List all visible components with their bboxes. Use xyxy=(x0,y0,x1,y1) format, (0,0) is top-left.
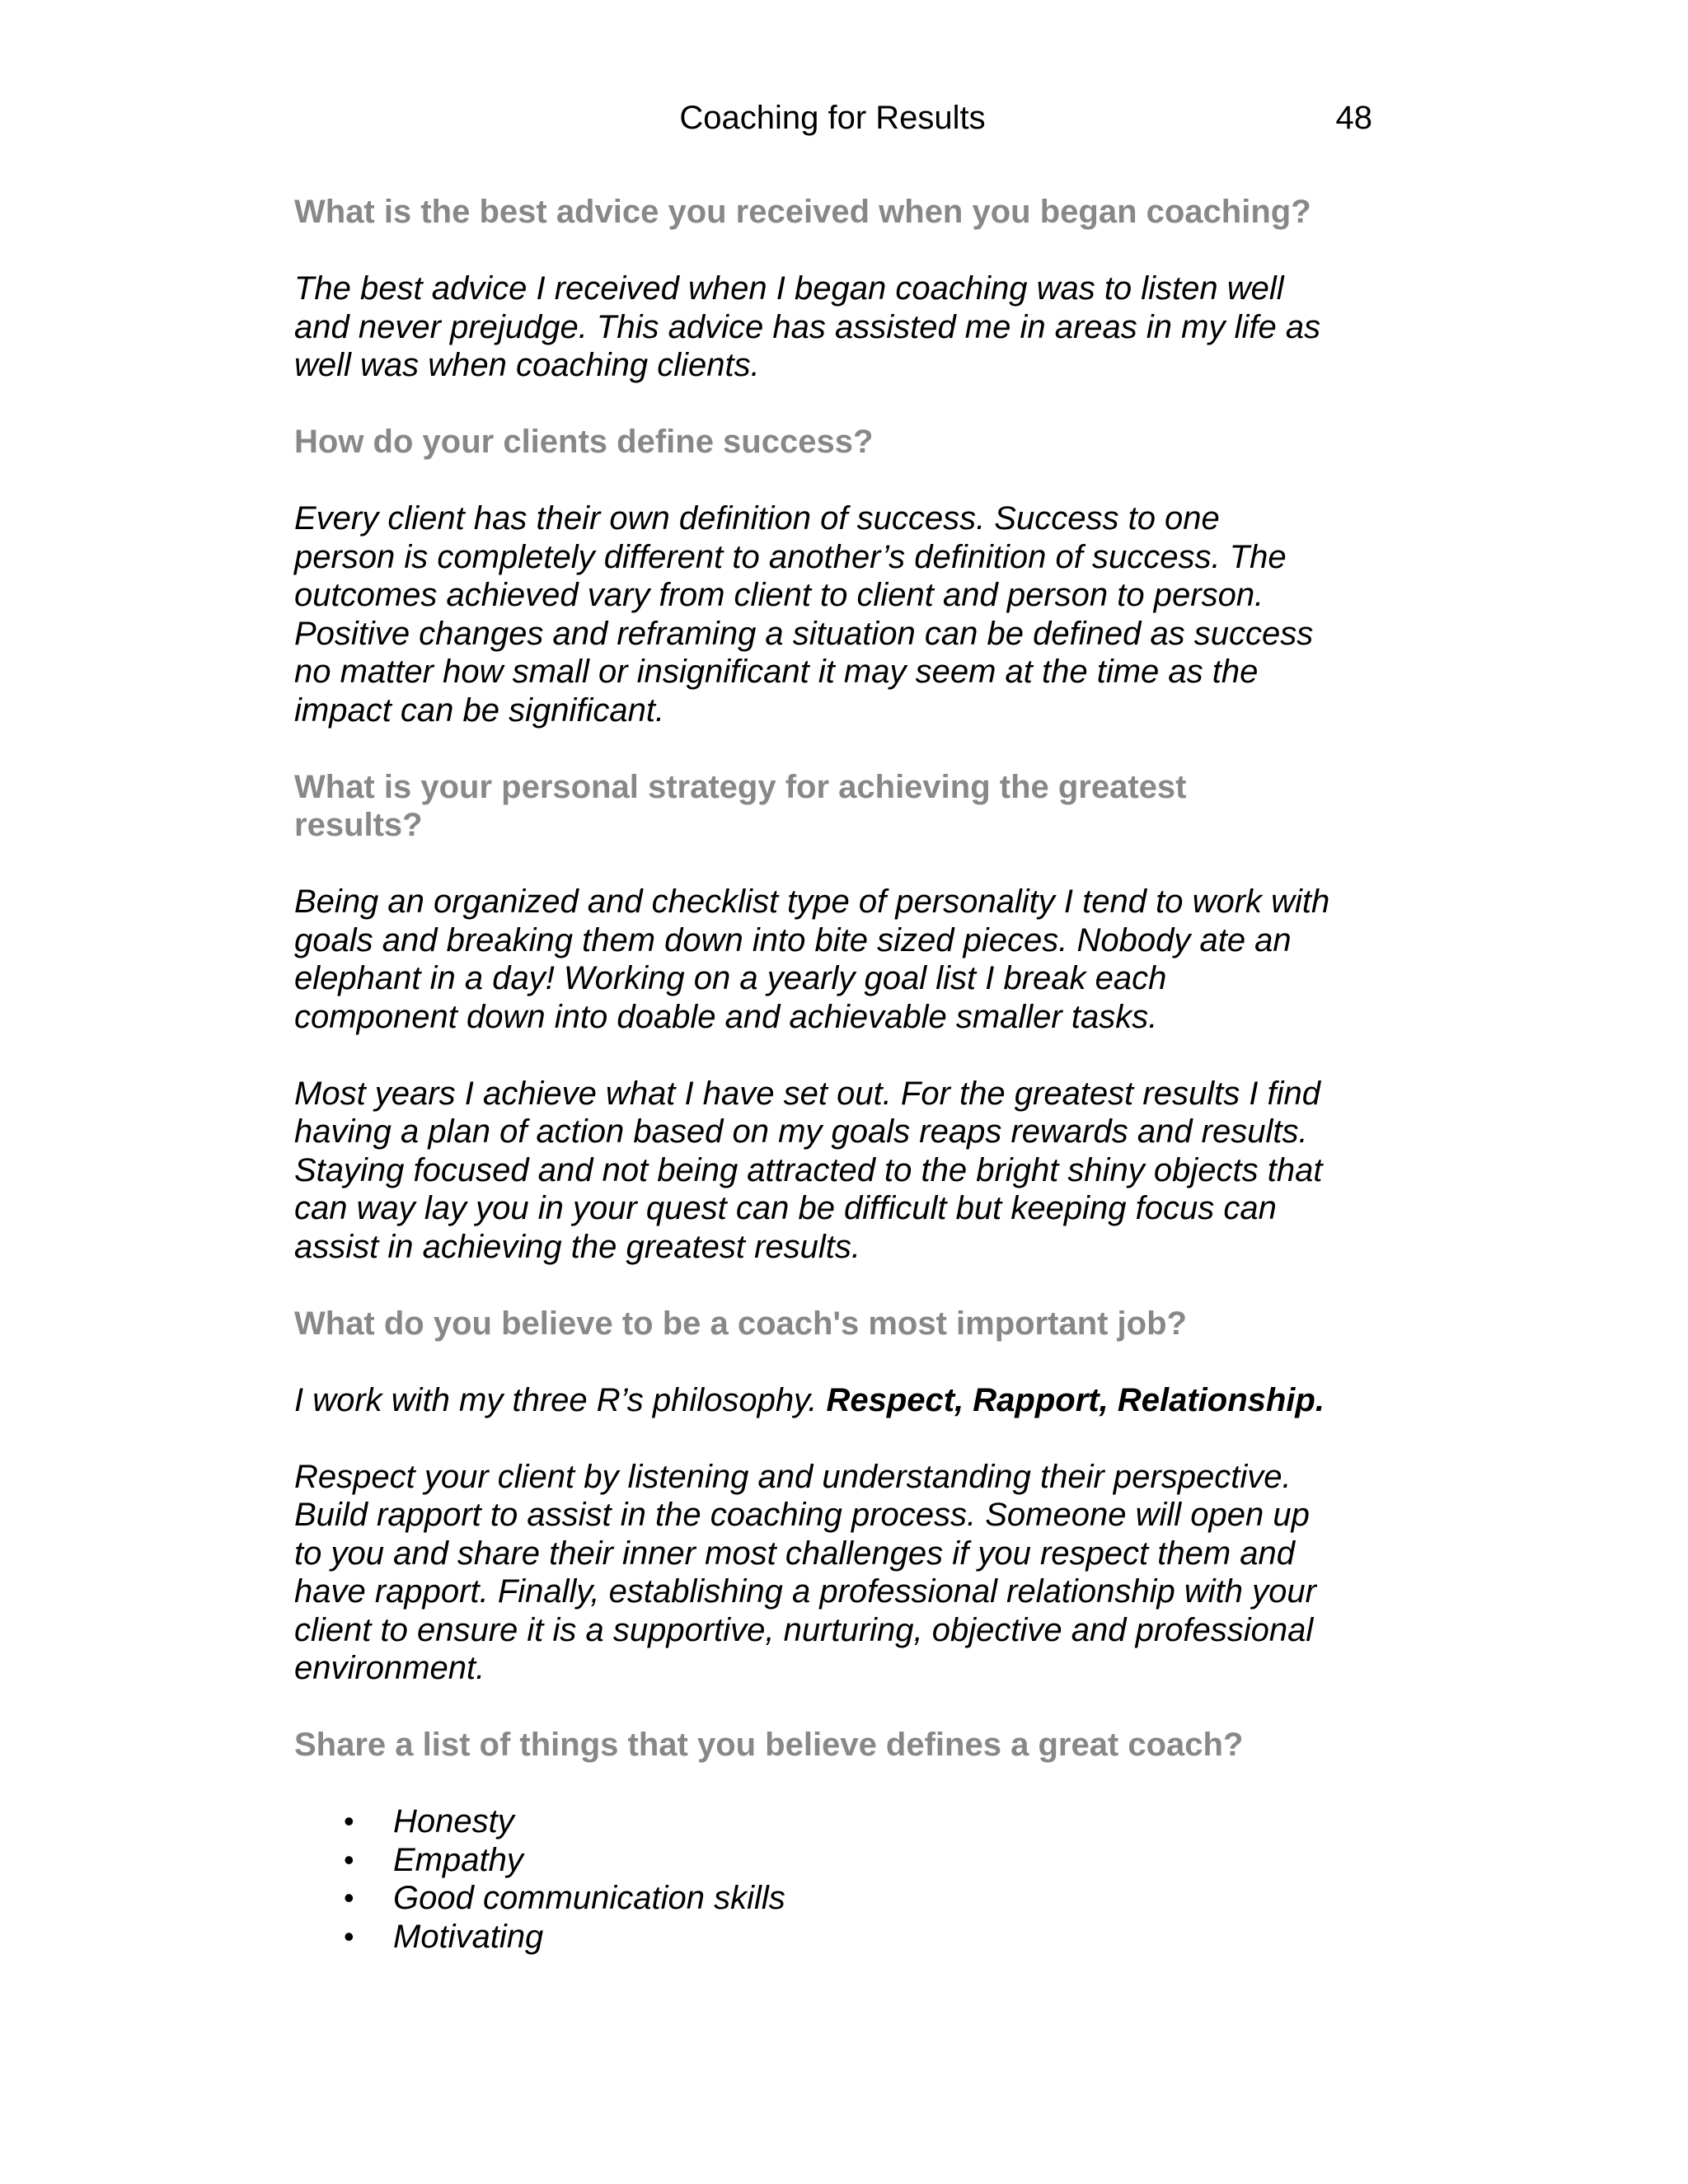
answer-define-success: Every client has their own definition of success. Success to one person is completely different to another’s definition of success. The outcomes achieved vary from client to client and person to person. Positive changes and reframing a situation can be defined as success no matter how small or insignificant it may seem at the time as the impact can be significant. xyxy=(294,500,1314,729)
question-most-important-job: What do you believe to be a coach's most important job? xyxy=(294,1305,1187,1342)
list-item xyxy=(294,1802,1382,1841)
list-item xyxy=(294,1879,1382,1918)
page-header xyxy=(293,97,1372,138)
answer-personal-strategy-1: Being an organized and checklist type of personality I tend to work with goals and breaking them down into bite sized pieces. Nobody ate an elephant in a day! Working on a yearly goal list I break each component down into doable and achievable smaller tasks. xyxy=(294,883,1330,1035)
bullet-icon: • xyxy=(344,1919,354,1953)
question-great-coach-list: Share a list of things that you believe defines a great coach? xyxy=(294,1727,1244,1763)
question-define-success: How do your clients define success? xyxy=(294,424,874,460)
list-item-text: Good communication skills xyxy=(393,1880,785,1916)
answer-three-rs-detail: Respect your client by listening and understanding their perspective. Build rapport to assist in the coaching process. Someone will open up to you and share their inner most challenges if you respect them and have rapport. Finally, establishing a professional relationship with your client to ensure it is a supportive, nurturing, objective and professional environment. xyxy=(294,1458,1316,1686)
question-personal-strategy: What is your personal strategy for achieving the greatest results? xyxy=(294,768,1187,843)
list-item xyxy=(294,1918,1382,1957)
page-number: 48 xyxy=(1335,100,1372,136)
page-body xyxy=(294,193,1382,1956)
answer-personal-strategy-2: Most years I achieve what I have set out. For the greatest results I find having a plan of action based on my goals reaps rewards and results. Staying focused and not being attracted to the bright shiny objects that can way lay you in your quest can be difficult but keeping focus can assist in achieving the greatest results. xyxy=(294,1075,1323,1265)
three-rs-emphasis: Respect, Rapport, Relationship. xyxy=(826,1381,1325,1418)
running-title: Coaching for Results xyxy=(679,100,986,136)
answer-three-rs xyxy=(294,1381,1382,1420)
list-item-text: Motivating xyxy=(393,1918,544,1955)
bullet-icon: • xyxy=(344,1842,354,1877)
question-best-advice: What is the best advice you received when you began coaching? xyxy=(294,194,1311,230)
list-item-text: Honesty xyxy=(393,1803,514,1840)
bullet-icon: • xyxy=(344,1804,354,1838)
three-rs-lead: I work with my three R’s philosophy. xyxy=(294,1381,827,1418)
answer-best-advice: The best advice I received when I began coaching was to listen well and never prejudge. This advice has assisted me in areas in my life as well was when coaching clients. xyxy=(294,270,1321,383)
bullet-icon: • xyxy=(344,1881,354,1915)
list-item-text: Empathy xyxy=(393,1841,523,1878)
great-coach-list xyxy=(294,1802,1382,1956)
list-item xyxy=(294,1841,1382,1880)
